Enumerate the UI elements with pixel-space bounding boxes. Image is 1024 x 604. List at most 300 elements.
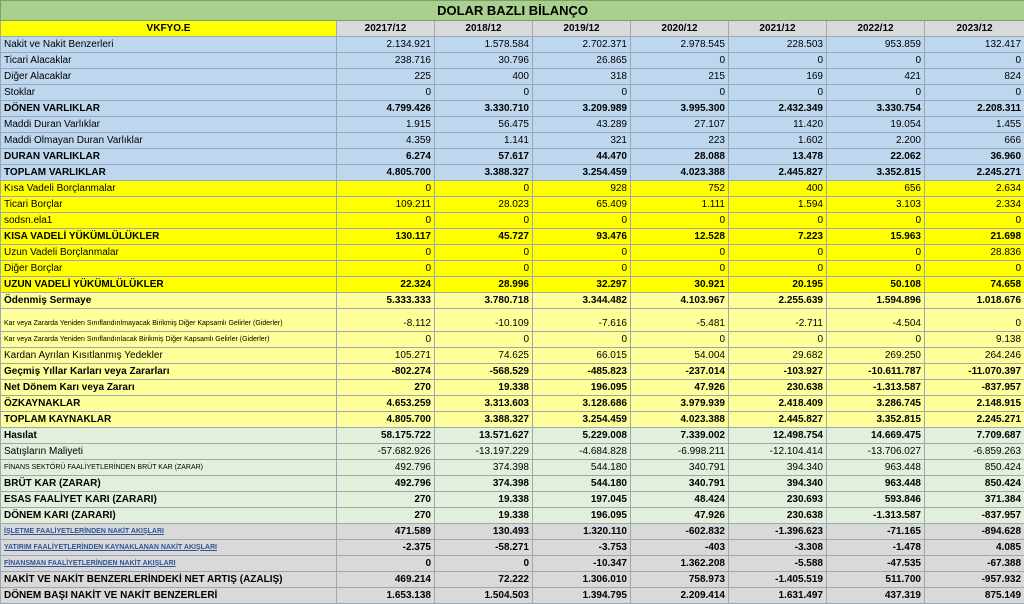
value-cell[interactable]: 2.245.271	[925, 412, 1024, 428]
value-cell[interactable]: 21.698	[925, 229, 1024, 245]
value-cell[interactable]: 2.978.545	[631, 37, 729, 53]
value-cell[interactable]: 0	[827, 85, 925, 101]
value-cell[interactable]: 0	[337, 556, 435, 572]
value-cell[interactable]: -1.396.623	[729, 524, 827, 540]
value-cell[interactable]: 0	[827, 245, 925, 261]
value-cell[interactable]: -2.711	[729, 309, 827, 332]
value-cell[interactable]: 1.320.110	[533, 524, 631, 540]
value-cell[interactable]: -837.957	[925, 508, 1024, 524]
value-cell[interactable]: 270	[337, 380, 435, 396]
value-cell[interactable]: 471.589	[337, 524, 435, 540]
value-cell[interactable]: 0	[337, 85, 435, 101]
value-cell[interactable]: 3.352.815	[827, 412, 925, 428]
value-cell[interactable]: 43.289	[533, 117, 631, 133]
value-cell[interactable]: 264.246	[925, 348, 1024, 364]
value-cell[interactable]: 492.796	[337, 476, 435, 492]
value-cell[interactable]: 1.915	[337, 117, 435, 133]
value-cell[interactable]: 544.180	[533, 476, 631, 492]
value-cell[interactable]: 22.062	[827, 149, 925, 165]
year-header[interactable]: 2023/12	[925, 21, 1024, 37]
sheet-title[interactable]: DOLAR BAZLI BİLANÇO	[1, 1, 1024, 21]
value-cell[interactable]: 1.111	[631, 197, 729, 213]
value-cell[interactable]: 0	[337, 332, 435, 348]
value-cell[interactable]: 400	[729, 181, 827, 197]
value-cell[interactable]: 230.638	[729, 380, 827, 396]
value-cell[interactable]: 752	[631, 181, 729, 197]
row-label[interactable]: Net Dönem Karı veya Zararı	[1, 380, 337, 396]
value-cell[interactable]: 4.653.259	[337, 396, 435, 412]
value-cell[interactable]: 0	[729, 53, 827, 69]
value-cell[interactable]: 27.107	[631, 117, 729, 133]
value-cell[interactable]: -71.165	[827, 524, 925, 540]
value-cell[interactable]: 2.148.915	[925, 396, 1024, 412]
value-cell[interactable]: 22.324	[337, 277, 435, 293]
value-cell[interactable]: 850.424	[925, 476, 1024, 492]
value-cell[interactable]: 400	[435, 69, 533, 85]
value-cell[interactable]: -5.481	[631, 309, 729, 332]
row-label[interactable]: TOPLAM VARLIKLAR	[1, 165, 337, 181]
value-cell[interactable]: 196.095	[533, 380, 631, 396]
value-cell[interactable]: 0	[925, 53, 1024, 69]
row-label[interactable]: DÖNEN VARLIKLAR	[1, 101, 337, 117]
ticker-cell[interactable]: VKFYO.E	[1, 21, 337, 37]
value-cell[interactable]: 28.023	[435, 197, 533, 213]
value-cell[interactable]: 2.255.639	[729, 293, 827, 309]
value-cell[interactable]: 511.700	[827, 572, 925, 588]
value-cell[interactable]: 2.634	[925, 181, 1024, 197]
value-cell[interactable]: 3.979.939	[631, 396, 729, 412]
value-cell[interactable]: 197.045	[533, 492, 631, 508]
row-label[interactable]: Hasılat	[1, 428, 337, 444]
value-cell[interactable]: 0	[435, 332, 533, 348]
value-cell[interactable]: 0	[729, 213, 827, 229]
value-cell[interactable]: 3.344.482	[533, 293, 631, 309]
value-cell[interactable]: 1.141	[435, 133, 533, 149]
value-cell[interactable]: 32.297	[533, 277, 631, 293]
table-row	[1, 364, 1024, 380]
value-cell[interactable]: 11.420	[729, 117, 827, 133]
value-cell[interactable]: 824	[925, 69, 1024, 85]
value-cell[interactable]: 270	[337, 508, 435, 524]
value-cell[interactable]: 132.417	[925, 37, 1024, 53]
value-cell[interactable]: -8.112	[337, 309, 435, 332]
row-label[interactable]: Kar veya Zararda Yeniden Sınıflandırılmayacak Birikmiş Diğer Kapsamlı Gelirler (Giderler)	[1, 309, 337, 332]
value-cell[interactable]: 47.926	[631, 508, 729, 524]
value-cell[interactable]: 3.780.718	[435, 293, 533, 309]
value-cell[interactable]: 4.799.426	[337, 101, 435, 117]
value-cell[interactable]: -485.823	[533, 364, 631, 380]
value-cell[interactable]: 4.359	[337, 133, 435, 149]
row-label[interactable]: Geçmiş Yıllar Karları veya Zararları	[1, 364, 337, 380]
value-cell[interactable]: 4.085	[925, 540, 1024, 556]
row-label[interactable]: BRÜT KAR (ZARAR)	[1, 476, 337, 492]
value-cell[interactable]: 0	[729, 85, 827, 101]
table-row	[1, 261, 1024, 277]
value-cell[interactable]: 0	[533, 261, 631, 277]
value-cell[interactable]: 0	[631, 261, 729, 277]
value-cell[interactable]: 963.448	[827, 476, 925, 492]
row-label[interactable]: Kısa Vadeli Borçlanmalar	[1, 181, 337, 197]
value-cell[interactable]: -10.109	[435, 309, 533, 332]
value-cell[interactable]: 371.384	[925, 492, 1024, 508]
value-cell[interactable]: 12.528	[631, 229, 729, 245]
row-label[interactable]: UZUN VADELİ YÜKÜMLÜLÜKLER	[1, 277, 337, 293]
year-header[interactable]: 2022/12	[827, 21, 925, 37]
year-header[interactable]: 2020/12	[631, 21, 729, 37]
value-cell[interactable]: 2.134.921	[337, 37, 435, 53]
value-cell[interactable]: 3.352.815	[827, 165, 925, 181]
value-cell[interactable]: 3.388.327	[435, 165, 533, 181]
value-cell[interactable]: 65.409	[533, 197, 631, 213]
value-cell[interactable]: 593.846	[827, 492, 925, 508]
value-cell[interactable]: 3.103	[827, 197, 925, 213]
table-row	[1, 524, 1024, 540]
value-cell[interactable]: 47.926	[631, 380, 729, 396]
value-cell[interactable]: 0	[631, 332, 729, 348]
value-cell[interactable]: 0	[435, 261, 533, 277]
value-cell[interactable]: 2.702.371	[533, 37, 631, 53]
value-cell[interactable]: -1.313.587	[827, 508, 925, 524]
table-row	[1, 277, 1024, 293]
value-cell[interactable]: 0	[533, 332, 631, 348]
value-cell[interactable]: 19.054	[827, 117, 925, 133]
value-cell[interactable]: 196.095	[533, 508, 631, 524]
value-cell[interactable]: 109.211	[337, 197, 435, 213]
value-cell[interactable]: 394.340	[729, 460, 827, 476]
value-cell[interactable]: 0	[631, 213, 729, 229]
value-cell[interactable]: 45.727	[435, 229, 533, 245]
table-row	[1, 213, 1024, 229]
value-cell[interactable]: -13.706.027	[827, 444, 925, 460]
value-cell[interactable]: -4.504	[827, 309, 925, 332]
value-cell[interactable]: -6.859.263	[925, 444, 1024, 460]
row-label[interactable]: DÖNEM KARI (ZARARI)	[1, 508, 337, 524]
value-cell[interactable]: -103.927	[729, 364, 827, 380]
row-label[interactable]: KISA VADELİ YÜKÜMLÜLÜKLER	[1, 229, 337, 245]
value-cell[interactable]: 93.476	[533, 229, 631, 245]
value-cell[interactable]: 215	[631, 69, 729, 85]
value-cell[interactable]: 340.791	[631, 460, 729, 476]
value-cell[interactable]: 29.682	[729, 348, 827, 364]
value-cell[interactable]: -5.588	[729, 556, 827, 572]
value-cell[interactable]: 0	[925, 309, 1024, 332]
value-cell[interactable]: 14.669.475	[827, 428, 925, 444]
value-cell[interactable]: 7.709.687	[925, 428, 1024, 444]
value-cell[interactable]: 0	[827, 53, 925, 69]
value-cell[interactable]: 0	[435, 556, 533, 572]
value-cell[interactable]: 544.180	[533, 460, 631, 476]
value-cell[interactable]: -1.405.519	[729, 572, 827, 588]
value-cell[interactable]: 0	[827, 261, 925, 277]
value-cell[interactable]: 3.254.459	[533, 165, 631, 181]
value-cell[interactable]: 230.638	[729, 508, 827, 524]
value-cell[interactable]: 318	[533, 69, 631, 85]
value-cell[interactable]: 72.222	[435, 572, 533, 588]
value-cell[interactable]: -957.932	[925, 572, 1024, 588]
value-cell[interactable]: 4.805.700	[337, 165, 435, 181]
row-label[interactable]: FİNANSMAN FAALİYETLERİNDEN NAKİT AKIŞLARI	[1, 556, 337, 572]
value-cell[interactable]: 2.209.414	[631, 588, 729, 604]
row-label[interactable]: Ticari Alacaklar	[1, 53, 337, 69]
value-cell[interactable]: -3.753	[533, 540, 631, 556]
value-cell[interactable]: 0	[631, 85, 729, 101]
value-cell[interactable]: 270	[337, 492, 435, 508]
row-label[interactable]: Ticari Borçlar	[1, 197, 337, 213]
value-cell[interactable]: 3.209.989	[533, 101, 631, 117]
value-cell[interactable]: -7.616	[533, 309, 631, 332]
value-cell[interactable]: 12.498.754	[729, 428, 827, 444]
table-row	[1, 444, 1024, 460]
value-cell[interactable]: 321	[533, 133, 631, 149]
row-label[interactable]: Diğer Alacaklar	[1, 69, 337, 85]
value-cell[interactable]: 0	[925, 261, 1024, 277]
value-cell[interactable]: 0	[925, 85, 1024, 101]
value-cell[interactable]: 0	[729, 245, 827, 261]
value-cell[interactable]: 2.245.271	[925, 165, 1024, 181]
value-cell[interactable]: 0	[533, 245, 631, 261]
value-cell[interactable]: 56.475	[435, 117, 533, 133]
row-label[interactable]: Diğer Borçlar	[1, 261, 337, 277]
value-cell[interactable]: 374.398	[435, 476, 533, 492]
value-cell[interactable]: 0	[435, 213, 533, 229]
value-cell[interactable]: 30.921	[631, 277, 729, 293]
table-row	[1, 348, 1024, 364]
value-cell[interactable]: 130.117	[337, 229, 435, 245]
value-cell[interactable]: 9.138	[925, 332, 1024, 348]
value-cell[interactable]: 0	[435, 245, 533, 261]
value-cell[interactable]: 4.103.967	[631, 293, 729, 309]
value-cell[interactable]: 74.658	[925, 277, 1024, 293]
value-cell[interactable]: 421	[827, 69, 925, 85]
value-cell[interactable]: 1.394.795	[533, 588, 631, 604]
value-cell[interactable]: 492.796	[337, 460, 435, 476]
row-label[interactable]: NAKİT VE NAKİT BENZERLERİNDEKİ NET ARTIŞ (AZALIŞ)	[1, 572, 337, 588]
value-cell[interactable]: 1.594.896	[827, 293, 925, 309]
value-cell[interactable]: 340.791	[631, 476, 729, 492]
value-cell[interactable]: 66.015	[533, 348, 631, 364]
value-cell[interactable]: 0	[729, 332, 827, 348]
table-row	[1, 133, 1024, 149]
value-cell[interactable]: 2.200	[827, 133, 925, 149]
value-cell[interactable]: -602.832	[631, 524, 729, 540]
value-cell[interactable]: 1.631.497	[729, 588, 827, 604]
value-cell[interactable]: 3.128.686	[533, 396, 631, 412]
value-cell[interactable]: -2.375	[337, 540, 435, 556]
value-cell[interactable]: 2.208.311	[925, 101, 1024, 117]
value-cell[interactable]: -237.014	[631, 364, 729, 380]
value-cell[interactable]: 1.455	[925, 117, 1024, 133]
value-cell[interactable]: 30.796	[435, 53, 533, 69]
value-cell[interactable]: 169	[729, 69, 827, 85]
value-cell[interactable]: 3.286.745	[827, 396, 925, 412]
value-cell[interactable]: -10.347	[533, 556, 631, 572]
value-cell[interactable]: 0	[337, 261, 435, 277]
value-cell[interactable]: 57.617	[435, 149, 533, 165]
value-cell[interactable]: 28.996	[435, 277, 533, 293]
value-cell[interactable]: -47.535	[827, 556, 925, 572]
row-label[interactable]: FİNANS SEKTÖRÜ FAALİYETLERİNDEN BRÜT KAR (ZARAR)	[1, 460, 337, 476]
value-cell[interactable]: -10.611.787	[827, 364, 925, 380]
value-cell[interactable]: -58.271	[435, 540, 533, 556]
value-cell[interactable]: 3.254.459	[533, 412, 631, 428]
value-cell[interactable]: 74.625	[435, 348, 533, 364]
value-cell[interactable]: 105.271	[337, 348, 435, 364]
value-cell[interactable]: 0	[337, 213, 435, 229]
value-cell[interactable]: 5.333.333	[337, 293, 435, 309]
value-cell[interactable]: 225	[337, 69, 435, 85]
value-cell[interactable]: 58.175.722	[337, 428, 435, 444]
value-cell[interactable]: -568.529	[435, 364, 533, 380]
value-cell[interactable]: 0	[631, 53, 729, 69]
value-cell[interactable]: 4.023.388	[631, 165, 729, 181]
value-cell[interactable]: 28.088	[631, 149, 729, 165]
value-cell[interactable]: 269.250	[827, 348, 925, 364]
value-cell[interactable]: 238.716	[337, 53, 435, 69]
row-label[interactable]: Uzun Vadeli Borçlanmalar	[1, 245, 337, 261]
value-cell[interactable]: 230.693	[729, 492, 827, 508]
value-cell[interactable]: 7.223	[729, 229, 827, 245]
year-header[interactable]: 2021/12	[729, 21, 827, 37]
row-label[interactable]: İŞLETME FAALİYETLERİNDEN NAKİT AKIŞLARI	[1, 524, 337, 540]
row-label[interactable]: Stoklar	[1, 85, 337, 101]
value-cell[interactable]: 1.602	[729, 133, 827, 149]
value-cell[interactable]: 3.388.327	[435, 412, 533, 428]
row-label[interactable]: Kardan Ayrılan Kısıtlanmış Yedekler	[1, 348, 337, 364]
value-cell[interactable]: 50.108	[827, 277, 925, 293]
value-cell[interactable]: -4.684.828	[533, 444, 631, 460]
row-label[interactable]: Ödenmiş Sermaye	[1, 293, 337, 309]
value-cell[interactable]: 0	[337, 181, 435, 197]
value-cell[interactable]: 0	[827, 332, 925, 348]
row-label[interactable]: ÖZKAYNAKLAR	[1, 396, 337, 412]
row-label[interactable]: sodsn.ela1	[1, 213, 337, 229]
value-cell[interactable]: 4.023.388	[631, 412, 729, 428]
row-label[interactable]: DURAN VARLIKLAR	[1, 149, 337, 165]
value-cell[interactable]: 850.424	[925, 460, 1024, 476]
value-cell[interactable]: 0	[925, 213, 1024, 229]
value-cell[interactable]: 48.424	[631, 492, 729, 508]
row-label[interactable]: Maddi Olmayan Duran Varlıklar	[1, 133, 337, 149]
value-cell[interactable]: 28.836	[925, 245, 1024, 261]
value-cell[interactable]: 13.571.627	[435, 428, 533, 444]
value-cell[interactable]: 469.214	[337, 572, 435, 588]
row-label[interactable]: TOPLAM KAYNAKLAR	[1, 412, 337, 428]
table-row	[1, 572, 1024, 588]
value-cell[interactable]: 54.004	[631, 348, 729, 364]
value-cell[interactable]: 7.339.002	[631, 428, 729, 444]
value-cell[interactable]: 19.338	[435, 492, 533, 508]
value-cell[interactable]: 228.503	[729, 37, 827, 53]
value-cell[interactable]: -403	[631, 540, 729, 556]
value-cell[interactable]: -1.313.587	[827, 380, 925, 396]
value-cell[interactable]: 3.330.754	[827, 101, 925, 117]
value-cell[interactable]: 19.338	[435, 380, 533, 396]
value-cell[interactable]: 3.995.300	[631, 101, 729, 117]
table-row	[1, 181, 1024, 197]
value-cell[interactable]: -6.998.211	[631, 444, 729, 460]
value-cell[interactable]: 2.445.827	[729, 412, 827, 428]
value-cell[interactable]: 2.418.409	[729, 396, 827, 412]
value-cell[interactable]: -3.308	[729, 540, 827, 556]
year-header[interactable]: 20217/12	[337, 21, 435, 37]
year-header[interactable]: 2018/12	[435, 21, 533, 37]
value-cell[interactable]: 19.338	[435, 508, 533, 524]
value-cell[interactable]: 26.865	[533, 53, 631, 69]
value-cell[interactable]: -57.682.926	[337, 444, 435, 460]
value-cell[interactable]: 0	[631, 245, 729, 261]
value-cell[interactable]: 223	[631, 133, 729, 149]
value-cell[interactable]: 3.330.710	[435, 101, 533, 117]
row-label[interactable]: Satışların Maliyeti	[1, 444, 337, 460]
value-cell[interactable]: 0	[827, 213, 925, 229]
value-cell[interactable]: 2.432.349	[729, 101, 827, 117]
value-cell[interactable]: -802.274	[337, 364, 435, 380]
value-cell[interactable]: 928	[533, 181, 631, 197]
value-cell[interactable]: 130.493	[435, 524, 533, 540]
value-cell[interactable]: 0	[435, 181, 533, 197]
row-label[interactable]: ESAS FAALİYET KARI (ZARARI)	[1, 492, 337, 508]
value-cell[interactable]: -11.070.397	[925, 364, 1024, 380]
value-cell[interactable]: 963.448	[827, 460, 925, 476]
value-cell[interactable]: 1.594	[729, 197, 827, 213]
value-cell[interactable]: 758.973	[631, 572, 729, 588]
value-cell[interactable]: -837.957	[925, 380, 1024, 396]
value-cell[interactable]: -12.104.414	[729, 444, 827, 460]
value-cell[interactable]: 15.963	[827, 229, 925, 245]
year-header[interactable]: 2019/12	[533, 21, 631, 37]
value-cell[interactable]: 1.306.010	[533, 572, 631, 588]
value-cell[interactable]: 666	[925, 133, 1024, 149]
value-cell[interactable]: 44.470	[533, 149, 631, 165]
value-cell[interactable]: 656	[827, 181, 925, 197]
value-cell[interactable]: 1.578.584	[435, 37, 533, 53]
value-cell[interactable]: 0	[729, 261, 827, 277]
row-label[interactable]: Maddi Duran Varlıklar	[1, 117, 337, 133]
value-cell[interactable]: 0	[533, 213, 631, 229]
row-label[interactable]: YATIRIM FAALİYETLERİNDEN KAYNAKLANAN NAKİT AKIŞLARI	[1, 540, 337, 556]
value-cell[interactable]: 0	[435, 85, 533, 101]
value-cell[interactable]: 1.504.503	[435, 588, 533, 604]
value-cell[interactable]: 394.340	[729, 476, 827, 492]
value-cell[interactable]: -13.197.229	[435, 444, 533, 460]
value-cell[interactable]: 0	[337, 245, 435, 261]
value-cell[interactable]: 6.274	[337, 149, 435, 165]
value-cell[interactable]: 36.960	[925, 149, 1024, 165]
value-cell[interactable]: 1.018.676	[925, 293, 1024, 309]
value-cell[interactable]: 2.445.827	[729, 165, 827, 181]
value-cell[interactable]: 953.859	[827, 37, 925, 53]
row-label[interactable]: DÖNEM BAŞI NAKİT VE NAKİT BENZERLERİ	[1, 588, 337, 604]
row-label[interactable]: Kar veya Zararda Yeniden Sınıflandırılacak Birikmiş Diğer Kapsamlı Gelirler (Giderler)	[1, 332, 337, 348]
row-label[interactable]: Nakit ve Nakit Benzerleri	[1, 37, 337, 53]
value-cell[interactable]: 875.149	[925, 588, 1024, 604]
value-cell[interactable]: 437.319	[827, 588, 925, 604]
value-cell[interactable]: 3.313.603	[435, 396, 533, 412]
value-cell[interactable]: -894.628	[925, 524, 1024, 540]
value-cell[interactable]: -67.388	[925, 556, 1024, 572]
value-cell[interactable]: 1.653.138	[337, 588, 435, 604]
table-row	[1, 428, 1024, 444]
value-cell[interactable]: 4.805.700	[337, 412, 435, 428]
value-cell[interactable]: 0	[533, 85, 631, 101]
value-cell[interactable]: 2.334	[925, 197, 1024, 213]
value-cell[interactable]: 13.478	[729, 149, 827, 165]
value-cell[interactable]: -1.478	[827, 540, 925, 556]
value-cell[interactable]: 5.229.008	[533, 428, 631, 444]
value-cell[interactable]: 20.195	[729, 277, 827, 293]
value-cell[interactable]: 374.398	[435, 460, 533, 476]
value-cell[interactable]: 1.362.208	[631, 556, 729, 572]
